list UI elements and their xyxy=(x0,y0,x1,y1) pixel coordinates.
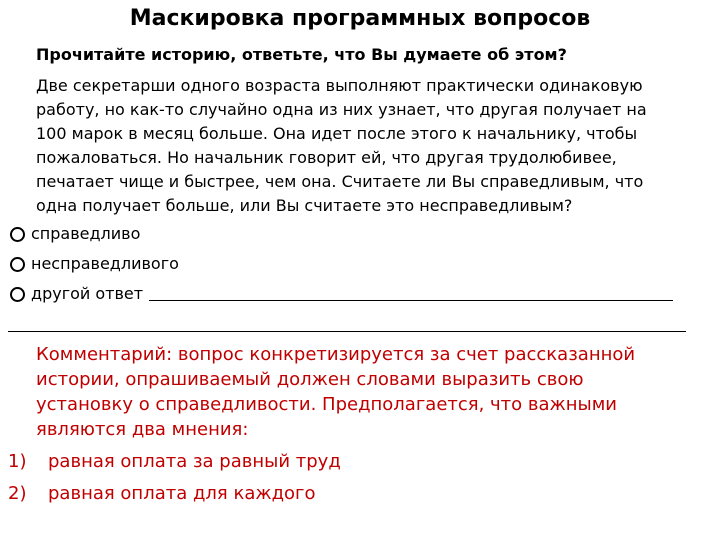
option-fair[interactable] xyxy=(10,221,140,247)
option-label: справедливо xyxy=(31,224,141,243)
option-other[interactable] xyxy=(10,281,673,307)
option-label: другой ответ xyxy=(31,284,144,303)
option-unfair[interactable] xyxy=(10,251,179,277)
answer-blank-line-full[interactable] xyxy=(8,331,686,332)
list-item xyxy=(8,480,316,508)
story-line: Две секретарши одного возраста выполняют практически одинаковую xyxy=(36,76,643,95)
list-item xyxy=(8,448,341,476)
radio-circle-icon[interactable] xyxy=(10,227,25,242)
comment-line: истории, опрашиваемый должен словами выразить свою xyxy=(36,369,584,390)
slide-title: Маскировка программных вопросов xyxy=(129,6,591,31)
story-line: одна получает больше, или Вы считаете это несправедливым? xyxy=(36,196,573,215)
option-label: несправедливого xyxy=(31,254,179,273)
story-line: печатает чище и быстрее, чем она. Считаете ли Вы справедливым, что xyxy=(36,172,644,191)
comment-line: Комментарий: вопрос конкретизируется за счет рассказанной xyxy=(36,344,636,365)
radio-circle-icon[interactable] xyxy=(10,257,25,272)
story-line: пожаловаться. Но начальник говорит ей, что другая трудолюбивее, xyxy=(36,148,617,167)
comment-line: являются два мнения: xyxy=(36,419,249,440)
story-line: работу, но как-то случайно одна из них узнает, что другая получает на xyxy=(36,100,647,119)
list-number: 2) xyxy=(8,483,27,504)
list-number: 1) xyxy=(8,451,27,472)
radio-circle-icon[interactable] xyxy=(10,287,25,302)
story-line: 100 марок в месяц больше. Она идет после этого к начальнику, чтобы xyxy=(36,124,638,143)
list-text: равная оплата для каждого xyxy=(48,483,316,504)
story-text xyxy=(36,74,700,218)
list-text: равная оплата за равный труд xyxy=(48,451,341,472)
answer-blank-line[interactable] xyxy=(149,300,673,301)
comment-line: установку о справедливости. Предполагается, что важными xyxy=(36,394,618,415)
question-prompt: Прочитайте историю, ответьте, что Вы думаете об этом? xyxy=(36,45,567,64)
comment-text xyxy=(36,342,710,442)
